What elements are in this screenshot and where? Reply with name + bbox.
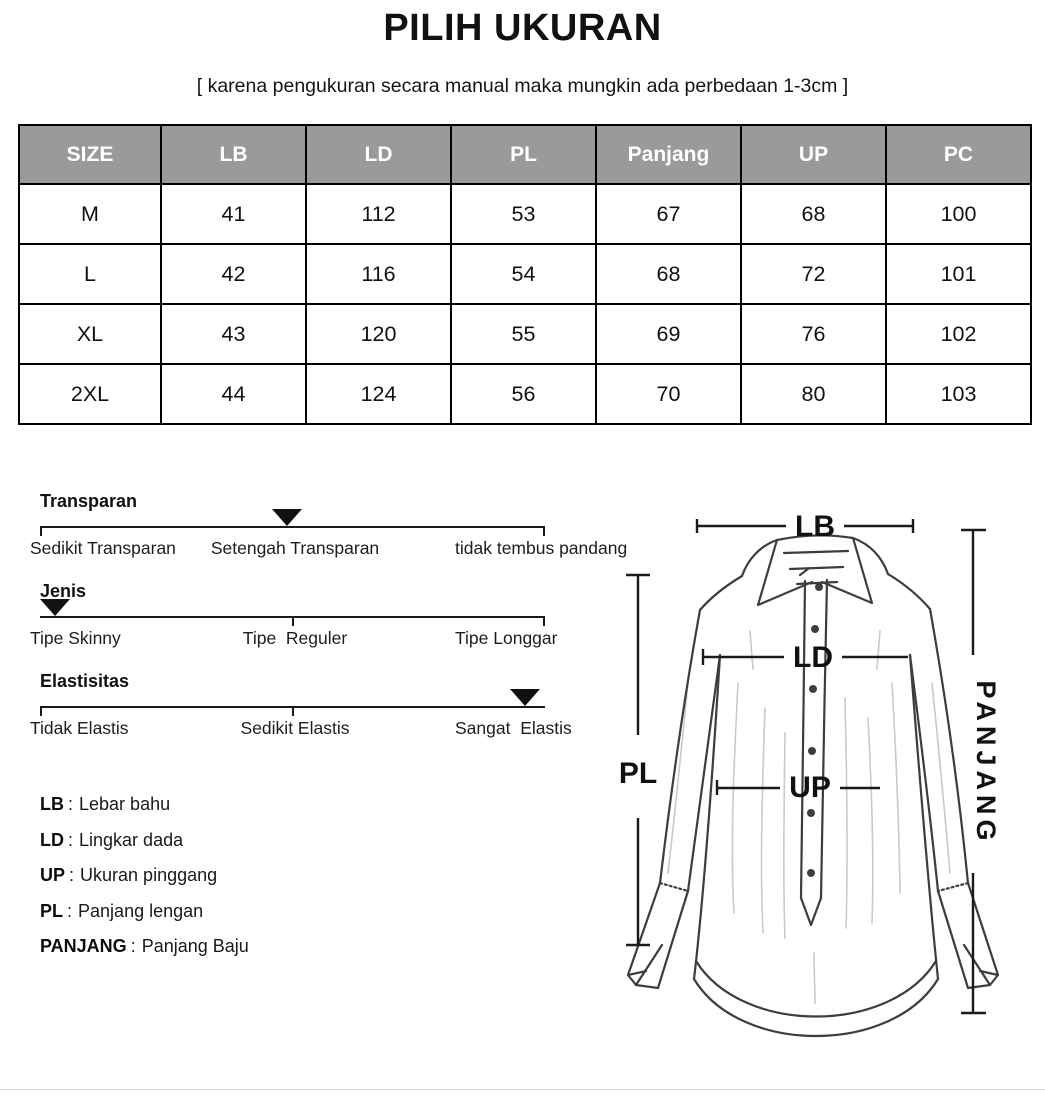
legend-separator: : xyxy=(130,936,136,956)
cell: 53 xyxy=(451,184,596,244)
table-row-m xyxy=(19,184,1031,244)
right-shoulder xyxy=(888,574,930,609)
buttons xyxy=(807,583,823,877)
legend-separator: : xyxy=(68,829,74,850)
legend-desc: Panjang lengan xyxy=(78,900,204,921)
scale-track xyxy=(40,526,545,528)
scale-label: Sangat Elastis xyxy=(455,718,572,738)
cell: 67 xyxy=(596,184,741,244)
cell: 54 xyxy=(451,244,596,304)
scale-tick xyxy=(292,616,294,626)
table-row-l xyxy=(19,244,1031,304)
cell: 102 xyxy=(886,304,1031,364)
scale-labels xyxy=(30,718,605,744)
cell: 2XL xyxy=(19,364,161,424)
header-cell-size: SIZE xyxy=(19,125,161,184)
cell: L xyxy=(19,244,161,304)
left-shoulder xyxy=(700,576,742,610)
measurement-legend xyxy=(40,794,605,957)
scale-label: Sedikit Elastis xyxy=(240,718,350,738)
scale-label: Tipe Longgar xyxy=(455,628,558,648)
left-sleeve xyxy=(628,610,720,988)
legend-item-up xyxy=(40,865,605,886)
diagram-column xyxy=(600,483,1015,1100)
header-cell-pl: PL xyxy=(451,125,596,184)
scale-tick xyxy=(40,526,42,536)
cell: 76 xyxy=(741,304,886,364)
cell: 100 xyxy=(886,184,1031,244)
up-label: UP xyxy=(789,771,831,804)
scale-tick xyxy=(543,526,545,536)
scale-title: Elastisitas xyxy=(40,671,130,691)
curved-hem xyxy=(694,961,938,1036)
scale-elastisitas xyxy=(30,671,605,744)
scale-label: Tipe Skinny xyxy=(30,628,121,648)
legend-item-pl xyxy=(40,901,605,922)
legend-abbr: LD xyxy=(40,829,64,850)
cell: 55 xyxy=(451,304,596,364)
table-row-xl xyxy=(19,304,1031,364)
scale-transparan xyxy=(30,491,628,564)
header-cell-ld: LD xyxy=(306,125,451,184)
lower-section xyxy=(0,483,1045,1100)
cell: 41 xyxy=(161,184,306,244)
cell: XL xyxy=(19,304,161,364)
scale-track xyxy=(40,706,545,708)
attributes-column xyxy=(0,483,628,1100)
collar xyxy=(742,535,888,605)
cell: 42 xyxy=(161,244,306,304)
bottom-divider xyxy=(0,1089,1045,1090)
header-cell-up: UP xyxy=(741,125,886,184)
cell: 56 xyxy=(451,364,596,424)
legend-abbr: PL xyxy=(40,900,64,921)
scale-label: Setengah Transparan xyxy=(210,538,380,558)
size-table-header-row xyxy=(19,125,1031,184)
scale-title: Jenis xyxy=(40,581,87,601)
legend-desc: Ukuran pinggang xyxy=(80,865,218,885)
scale-marker-triangle-icon xyxy=(40,599,70,616)
cell: 124 xyxy=(306,364,451,424)
shirt-measurement-diagram xyxy=(600,483,1015,1095)
cell: 101 xyxy=(886,244,1031,304)
scale-label: tidak tembus pandang xyxy=(455,538,628,558)
legend-item-ld xyxy=(40,830,605,851)
cell: 116 xyxy=(306,244,451,304)
ld-label: LD xyxy=(793,641,833,674)
cell: 44 xyxy=(161,364,306,424)
cell: 68 xyxy=(596,244,741,304)
scale-tick xyxy=(543,616,545,626)
scale-title: Transparan xyxy=(40,491,138,511)
cell: 70 xyxy=(596,364,741,424)
size-table xyxy=(18,124,1032,425)
header-cell-panjang: Panjang xyxy=(596,125,741,184)
scale-marker-triangle-icon xyxy=(510,689,540,706)
cell: M xyxy=(19,184,161,244)
legend-desc: Lebar bahu xyxy=(79,794,171,814)
cell: 80 xyxy=(741,364,886,424)
legend-separator: : xyxy=(68,794,74,814)
page-title: PILIH UKURAN xyxy=(383,7,662,49)
cell: 72 xyxy=(741,244,886,304)
legend-separator: : xyxy=(67,900,73,921)
legend-item-panjang xyxy=(40,936,605,957)
scale-marker-triangle-icon xyxy=(272,509,302,526)
scale-label: Sedikit Transparan xyxy=(30,538,176,558)
cell: 68 xyxy=(741,184,886,244)
legend-separator: : xyxy=(69,865,75,885)
panjang-label: PANJANG xyxy=(971,680,1001,846)
legend-abbr: PANJANG xyxy=(40,936,127,956)
legend-item-lb xyxy=(40,794,605,815)
scale-label: Tidak Elastis xyxy=(30,718,129,738)
legend-desc: Panjang Baju xyxy=(141,936,249,956)
pl-label: PL xyxy=(618,757,658,790)
cell: 120 xyxy=(306,304,451,364)
scale-jenis xyxy=(30,581,605,654)
cell: 43 xyxy=(161,304,306,364)
cell: 69 xyxy=(596,304,741,364)
header-cell-pc: PC xyxy=(886,125,1031,184)
legend-abbr: LB xyxy=(40,794,64,814)
page-subtitle: [ karena pengukuran secara manual maka mungkin ada perbedaan 1-3cm ] xyxy=(196,75,849,97)
cell: 112 xyxy=(306,184,451,244)
scale-tick xyxy=(40,706,42,716)
fabric-crease-lines xyxy=(668,631,950,1003)
header-cell-lb: LB xyxy=(161,125,306,184)
scale-labels xyxy=(30,628,605,654)
lb-label: LB xyxy=(795,510,835,543)
scale-label: Tipe Reguler xyxy=(242,628,348,648)
cell: 103 xyxy=(886,364,1031,424)
scale-labels xyxy=(30,538,628,564)
legend-desc: Lingkar dada xyxy=(79,829,184,850)
scale-track xyxy=(40,616,545,618)
scale-tick xyxy=(292,706,294,716)
table-row-2xl xyxy=(19,364,1031,424)
legend-abbr: UP xyxy=(40,865,66,885)
